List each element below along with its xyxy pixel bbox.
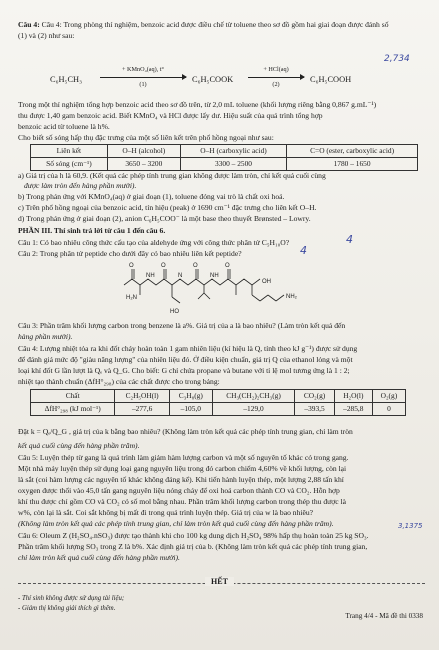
p3-question-5-line3: là sắt (coi hàm lượng các nguyên tố khác không đáng kể). Khi tiến hành luyện thép, một lượng 2,88 tấn khí xyxy=(18,475,344,484)
step-2-label: (2) xyxy=(272,81,280,88)
enthalpy-header-co2: CO₂(g) xyxy=(295,390,335,403)
end-marker-text: HẾT xyxy=(205,577,234,586)
ir-table xyxy=(30,144,418,171)
p3-question-5-line4: oxygen được thổi vào 45,0 tấn gang nguyên liệu nóng chảy để oxi hoá carbon thành CO và CO₂. Hỗn hợp xyxy=(18,486,340,495)
enthalpy-table-row xyxy=(31,402,406,415)
q4-option-a-line1: a) Giá trị của h là 60,9. (Kết quả các phép tính trung gian không được làm tròn, chỉ kết quả cuối cùng xyxy=(18,171,326,180)
enthalpy-header-butane: CH₃(CH₂)₂CH₃(g) xyxy=(212,390,295,403)
p3-question-6-line1: Câu 6: Oleum Z (H₂SO₄.nSO₃) được tạo thành khi cho 100 kg dung dịch H₂SO₄ 98% hấp thụ hoàn toàn 25 kg SO₃. xyxy=(18,531,369,540)
enthalpy-row-label: ΔfH°₂₉₈ (kJ mol⁻¹) xyxy=(31,402,115,415)
peptide-structure xyxy=(110,251,310,317)
p3-question-3-line2: hàng phần mười). xyxy=(18,332,73,341)
ir-value-oh-alcohol: 3650 – 3200 xyxy=(107,157,180,170)
peptide-label-o2: O xyxy=(161,263,166,269)
q4-line5: benzoic acid từ toluene là h%. xyxy=(18,122,110,131)
reaction-scheme xyxy=(48,66,378,98)
p3-question-4-line1: Câu 4: Lượng nhiệt tỏa ra khi đốt cháy hoàn toàn 1 gam nhiên liệu (kí hiệu là Q, tính theo kJ g⁻¹) được sử dụng xyxy=(18,344,358,353)
intermediate-potassium-benzoate: C₆H₅COOK xyxy=(192,75,234,84)
p3-question-4-line6: kết quả cuối cùng đến hàng phần trăm). xyxy=(18,441,140,450)
p3-question-4-line4: nhiệt tạo thành chuẩn (ΔfH°₂₉₈) của các chất được cho trong bảng: xyxy=(18,377,220,386)
enthalpy-header-ethanol: C₂H₅OH(l) xyxy=(115,390,170,403)
p3-question-5-line6: w%, còn lại là sắt. Coi sắt không bị mất đi trong quá trình luyện thép. Giá trị của w là bao nhiêu? xyxy=(18,508,314,517)
enthalpy-header-h2o: H₂O(l) xyxy=(334,390,372,403)
peptide-label-nh2-end: NH₂ xyxy=(286,294,297,300)
p3-question-3-line1: Câu 3: Phần trăm khối lượng carbon trong benzene là a%. Giá trị của a là bao nhiêu? (Làm tròn kết quả đến xyxy=(18,321,346,330)
handwritten-h-value: 2,734 xyxy=(384,54,410,64)
peptide-label-o4: O xyxy=(225,263,230,269)
product-benzoic-acid: C₆H₅COOH xyxy=(310,75,352,84)
ir-table-header xyxy=(31,145,418,158)
q4-option-b: b) Trong phản ứng với KMnO₄(aq) ở giai đoạn (1), toluene đóng vai trò là chất oxi hoá. xyxy=(18,192,285,201)
p3-question-5-line1: Câu 5: Luyện thép từ gang là quá trình làm giảm hàm lượng carbon và một số nguyên tố khác có trong gang. xyxy=(18,453,349,462)
arrow-step2 xyxy=(248,77,304,78)
ir-table-row xyxy=(31,157,418,170)
reagent-2: + HCl(aq) xyxy=(263,66,289,73)
arrow-step1 xyxy=(100,77,186,78)
enthalpy-header-label: Chất xyxy=(31,390,115,403)
reactant-toluene: C₆H₅CH₃ xyxy=(50,75,83,84)
peptide-label-o3: O xyxy=(193,263,198,269)
enthalpy-value-co2: –393,5 xyxy=(295,402,335,415)
enthalpy-table-header xyxy=(31,390,406,403)
ir-row-label: Số sóng (cm⁻¹) xyxy=(31,157,108,170)
p3-question-5-line2: Một nhà máy luyện thép sử dụng loại gang nguyên liệu trong đó carbon chiếm 4,60% về khối lượng, còn lại xyxy=(18,464,347,473)
enthalpy-table xyxy=(30,389,406,416)
ir-header-oh-alcohol: O–H (alcohol) xyxy=(107,145,180,158)
ir-header-oh-acid: O–H (carboxylic acid) xyxy=(180,145,286,158)
enthalpy-value-ethanol: –277,6 xyxy=(115,402,170,415)
reagent-1: + KMnO₄(aq), t° xyxy=(122,66,164,73)
q4-line4: thu được 1,40 gam benzoic acid. Biết KMnO₄ và HCl được lấy dư. Hiệu suất của quá trình tổng hợp xyxy=(18,111,323,120)
p3-question-4-line5: Đặt k = Qₑ/Q_G , giá trị của k bằng bao nhiêu? (Không làm tròn kết quả các phép tính trung gian, chỉ làm tròn xyxy=(18,427,353,436)
p3-question-4-line2: để đánh giá mức độ "giàu năng lượng" của nhiên liệu đó. Ở điều kiện chuẩn, giá trị Q của ethanol lỏng và một xyxy=(18,355,353,364)
enthalpy-value-butane: –129,0 xyxy=(212,402,295,415)
enthalpy-value-propane: –105,0 xyxy=(169,402,212,415)
ir-header-co: C=O (ester, carboxylic acid) xyxy=(287,145,418,158)
peptide-label-nh1: NH xyxy=(146,273,155,279)
p3-question-5-line5: khí thu được chỉ gồm CO và CO₂ có số mol bằng nhau. Phần trăm khối lượng carbon trong thép thu được là xyxy=(18,497,346,506)
peptide-label-h2n: H₂N xyxy=(126,295,137,301)
peptide-label-ho: HO xyxy=(170,309,179,315)
enthalpy-value-o2: 0 xyxy=(372,402,405,415)
enthalpy-header-propane: C₃H₈(g) xyxy=(169,390,212,403)
handwritten-answer-6: 3,1375 xyxy=(398,522,423,530)
step-1-label: (1) xyxy=(139,81,147,88)
p3-question-6-line2: Phần trăm khối lượng SO₃ trong Z là b%. Xác định giá trị của b. (Không làm tròn kết quả các phép tính trung gian, xyxy=(18,542,368,551)
p3-question-2: Câu 2: Trong phân tử peptide cho dưới đây có bao nhiêu liên kết peptide? xyxy=(18,249,242,258)
ir-header-bond: Liên kết xyxy=(31,145,108,158)
ir-value-co: 1780 – 1650 xyxy=(287,157,418,170)
end-marker xyxy=(0,577,439,588)
peptide-label-o1: O xyxy=(129,263,134,269)
peptide-label-nh2: NH xyxy=(210,273,219,279)
enthalpy-header-o2: O₂(g) xyxy=(372,390,405,403)
footer-note-2: - Giám thị không giải thích gì thêm. xyxy=(18,605,116,612)
part3-heading: PHẦN III. Thí sinh trả lời từ câu 1 đến câu 6. xyxy=(18,226,166,235)
p3-question-1: Câu 1: Có bao nhiêu công thức cấu tạo của aldehyde ứng với công thức phân tử C₅H₁₀O? xyxy=(18,238,290,247)
page-number: Trang 4/4 - Mã đề thi 0338 xyxy=(345,612,423,620)
q4-line3: Trong một thí nghiệm tổng hợp benzoic acid theo sơ đồ trên, từ 2,0 mL toluene (khối lượng riêng bằng 0,867 g.mL⁻¹) xyxy=(18,100,377,109)
peptide-label-n: N xyxy=(178,273,183,279)
q4-option-a-line2: được làm tròn đến hàng phần mười). xyxy=(24,181,137,190)
p3-question-4-line3: loại khí đốt G lần lượt là Qₑ và Q_G. Cho biết: G chỉ chứa propane và butane với tỉ lệ mol tương ứng là 1 : 2; xyxy=(18,366,350,375)
peptide-label-oh: OH xyxy=(262,279,271,285)
q4-option-c: c) Trên phổ hồng ngoại của benzoic acid, tín hiệu (peak) ở 1690 cm⁻¹ đặc trưng cho liên kết O–H. xyxy=(18,203,317,212)
handwritten-answer-1: 4 xyxy=(346,233,353,246)
q4-intro-line1: Câu 4: Câu 4: Trong phòng thí nghiệm, benzoic acid được điều chế từ toluene theo sơ đồ gồm hai giai đoạn được đánh số xyxy=(18,20,389,29)
q4-option-d: d) Trong phản ứng ở giai đoạn (2), anion C₆H₅COO⁻ là một base theo thuyết Brønsted – Lowry. xyxy=(18,214,311,223)
footer-note-1: - Thí sinh không được sử dụng tài liệu; xyxy=(18,595,125,602)
handwritten-answer-2: 4 xyxy=(300,244,307,257)
p3-question-6-line3: chỉ làm tròn kết quả cuối cùng đến hàng phần mười). xyxy=(18,553,180,562)
ir-value-oh-acid: 3300 – 2500 xyxy=(180,157,286,170)
enthalpy-value-h2o: –285,8 xyxy=(334,402,372,415)
q4-intro-text: Câu 4: Trong phòng thí nghiệm, benzoic acid được điều chế từ toluene theo sơ đồ gồm hai giai đoạn được đánh số xyxy=(41,20,389,29)
p3-question-5-line7: (Không làm tròn kết quả các phép tính trung gian, chỉ làm tròn kết quả cuối cùng đến hàng phần trăm). xyxy=(18,519,334,528)
q4-intro-line2: (1) và (2) như sau: xyxy=(18,31,75,40)
q4-line6: Cho biết số sóng hấp thụ đặc trưng của một số liên kết trên phổ hồng ngoại như sau: xyxy=(18,133,274,142)
